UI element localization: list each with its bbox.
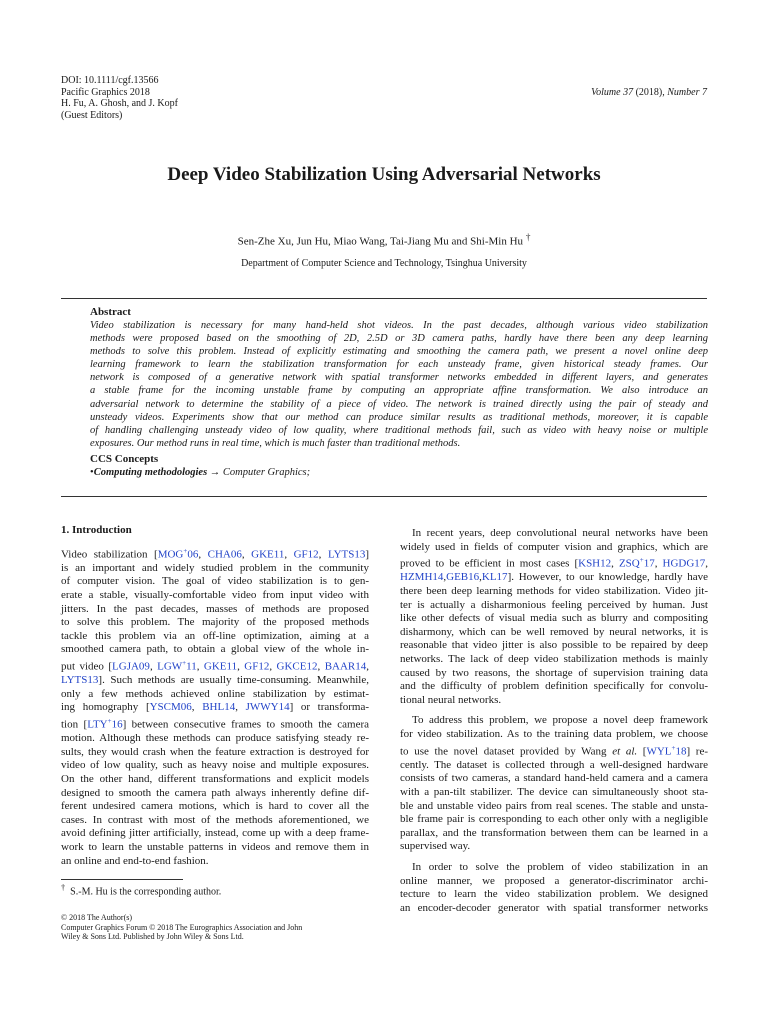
citation-link[interactable]: JWWY14 bbox=[245, 701, 290, 714]
abstract-line: network is composed of a generative network with spatial transformer networks embedded in different layers, and generates bbox=[90, 372, 708, 384]
guest-editors: (Guest Editors) bbox=[61, 109, 123, 121]
abstract-line: adversarial network to determine the stability of a piece of video. The network is trained directly using the pair of steady and bbox=[90, 398, 708, 410]
text-line: work to learn the unstable patterns in videos and remove them in bbox=[61, 841, 369, 854]
text-line: like other defects of visual media such as blurry and compositing bbox=[400, 612, 708, 625]
text-line: only a few methods achieved online stabilization by estimat- bbox=[61, 687, 369, 700]
citation-link[interactable]: LTY bbox=[87, 718, 108, 731]
citation-link[interactable]: ZSQ bbox=[618, 557, 640, 570]
number-label: , Number 7 bbox=[662, 87, 707, 98]
text-line: supervised way. bbox=[400, 840, 471, 853]
text-line: LYTS13]. Such methods are usually time-consuming. Meanwhile, bbox=[61, 674, 369, 687]
text-line: To address this problem, we propose a novel deep framework bbox=[412, 714, 708, 727]
text-line: cently. The dataset is collected through a well-designed hardware bbox=[400, 758, 708, 771]
text-line: tional neural networks. bbox=[400, 693, 502, 706]
text-line: In order to solve the problem of video stabilization in an bbox=[412, 860, 708, 873]
citation-link[interactable]: GKE11 bbox=[251, 548, 285, 561]
copyright-notice bbox=[61, 913, 321, 942]
citation-link[interactable]: 06 bbox=[187, 548, 199, 561]
abstract-line: Video stabilization is necessary for many hand-held shot videos. In the past decades, although various video stabilization bbox=[90, 320, 708, 331]
text-line: caused by two reasons, the shortage of supervision training data bbox=[400, 666, 708, 679]
text-line: proved to be efficient in most cases [KSH12, ZSQ+17, HGDG17, bbox=[400, 556, 709, 570]
running-header-left bbox=[61, 75, 178, 121]
intro-paragraph bbox=[400, 527, 708, 707]
intro-paragraph-1 bbox=[61, 545, 369, 869]
text-line: cases. In contrast with most of the methods aforementioned, we bbox=[61, 813, 369, 826]
abstract-line: of handling challenging unsteady video of low quality, where traditional methods fail, such as video with heavy noise or multiple bbox=[90, 424, 708, 436]
citation-link[interactable]: 16 bbox=[111, 718, 123, 731]
text-line: to use the novel dataset provided by Wang et al. [WYL+18] re- bbox=[400, 743, 708, 758]
citation-superscript[interactable]: + bbox=[639, 556, 644, 565]
editors: H. Fu, A. Ghosh, and J. Kopf bbox=[61, 98, 178, 110]
text-line: disharmony, which can be well removed by neural networks, it is bbox=[400, 625, 708, 638]
volume-year: (2018) bbox=[635, 87, 663, 98]
citation-link[interactable]: GKCE12 bbox=[276, 660, 318, 673]
author-list bbox=[0, 232, 768, 248]
author-names: Sen-Zhe Xu, Jun Hu, Miao Wang, Tai-Jiang Mu and Shi-Min Hu bbox=[237, 235, 524, 248]
abstract-line: methods were proposed based on the smoothing of 2D, 2.5D or 3D camera paths, hardly have there been any deep learning bbox=[90, 333, 708, 345]
text-line: tecture to learn the video stabilization problem. We designed bbox=[400, 888, 708, 901]
citation-link[interactable]: HGDG17 bbox=[662, 557, 706, 570]
text-line: for video stabilization. As to the training data problem, we choose bbox=[400, 727, 708, 740]
text-line: to solve this problem. The majority of the proposed methods bbox=[61, 616, 369, 629]
intro-paragraph bbox=[400, 861, 708, 915]
citation-link[interactable]: 18 bbox=[675, 745, 687, 758]
citation-superscript[interactable]: + bbox=[182, 659, 187, 667]
citation-link[interactable]: KSH12 bbox=[578, 557, 612, 570]
text-line: of computer vision. The goal of video stabilization is to gen- bbox=[61, 575, 369, 588]
citation-link[interactable]: LYTS13 bbox=[61, 674, 99, 687]
citation-link[interactable]: BHL14 bbox=[202, 701, 236, 714]
abstract-line: methods to solve this problem. Instead of explicitly estimating and smoothing the camera path, we present a novel online deep bbox=[90, 346, 708, 358]
text-line: networks. The lack of deep video stabilization methods is mainly bbox=[400, 653, 708, 665]
citation-link[interactable]: GEB16 bbox=[446, 571, 480, 584]
citation-superscript[interactable]: + bbox=[183, 546, 188, 555]
ccs-concepts bbox=[90, 466, 708, 479]
abstract-line: a stable frame for the incoming unstable frame by computing an appropriate affine transformation. We also introduce an bbox=[90, 385, 708, 397]
text-line: with a pan-tilt stabilizer. The device can simultaneously shoot sta- bbox=[400, 786, 708, 798]
text-line: ble and unstable video pairs from real scenes. The stable and unsta- bbox=[400, 799, 708, 812]
text-line: consists of two cameras, a standard hand-held camera and a camera bbox=[400, 772, 708, 785]
text-line: and the difficulty of problem definition specifically for convolu- bbox=[400, 680, 708, 693]
citation-link[interactable]: MOG bbox=[157, 548, 184, 561]
citation-link[interactable]: GF12 bbox=[244, 660, 270, 673]
abstract-top-rule bbox=[61, 298, 707, 299]
text-line: video of low quality, such as heavy noise and multiple exposures. bbox=[61, 759, 369, 772]
ccs-bullet: • bbox=[90, 466, 94, 478]
text-line: designed to smooth the camera path always inherently define dif- bbox=[61, 786, 369, 799]
abstract-body bbox=[90, 319, 708, 450]
citation-superscript[interactable]: + bbox=[671, 743, 676, 752]
text-line: an encoder-decoder generator with spatial transformer networks bbox=[400, 901, 708, 914]
ccs-topic: Computer Graphics; bbox=[222, 466, 311, 478]
text-line: avoid defining jitter artificially, instead, come up with a deep frame- bbox=[61, 827, 369, 840]
citation-link[interactable]: GF12 bbox=[293, 548, 319, 561]
abstract-section bbox=[90, 306, 708, 479]
text-line: smoothed camera path, to obtain a global view of the whole in- bbox=[61, 643, 369, 656]
abstract-bottom-rule bbox=[61, 496, 707, 497]
text-line: erate a stable, visually-comfortable video from input video with bbox=[61, 589, 369, 602]
footnote-text: S.-M. Hu is the corresponding author. bbox=[70, 886, 222, 898]
left-column bbox=[61, 524, 369, 868]
text-line: put video [LGJA09, LGW+11, GKE11, GF12, GKCE12, BAAR14, bbox=[61, 659, 369, 673]
text-line: ble frame pair is corresponding to each other only with a negligible bbox=[400, 813, 708, 826]
text-line: online manner, we proposed a generator-discriminator archi- bbox=[400, 874, 708, 887]
citation-link[interactable]: LGW bbox=[157, 660, 183, 673]
citation-link[interactable]: KL17 bbox=[481, 571, 508, 584]
paper-title: Deep Video Stabilization Using Adversarial Networks bbox=[167, 164, 601, 185]
citation-link[interactable]: LYTS13 bbox=[327, 548, 366, 561]
footnote bbox=[61, 883, 221, 897]
copyright-line-3: Wiley & Sons Ltd. Published by John Wiley & Sons Ltd. bbox=[61, 932, 244, 942]
abstract-line: unsteady videos. Experiments show that our method can produce similar results as traditional methods, moreover, it is capable bbox=[90, 411, 708, 423]
ccs-arrow: → bbox=[209, 466, 221, 478]
citation-link[interactable]: WYL bbox=[646, 745, 672, 758]
citation-link[interactable]: YSCM06 bbox=[149, 701, 192, 714]
text-line: sults, they would crash when the feature extraction is destroyed for bbox=[61, 745, 369, 758]
text-line: there been deep learning methods for video stabilization. Video jit- bbox=[400, 585, 708, 598]
citation-link[interactable]: LGJA09 bbox=[112, 660, 150, 673]
citation-link[interactable]: GKE11 bbox=[203, 660, 238, 673]
citation-link[interactable]: HZMH14 bbox=[400, 571, 444, 584]
ccs-heading: CCS Concepts bbox=[90, 452, 159, 465]
text-line: widely used in fields of computer vision and graphics, which are bbox=[400, 540, 708, 553]
footnote-rule bbox=[61, 879, 183, 880]
text-line: Video stabilization [MOG+06, CHA06, GKE11, GF12, LYTS13] bbox=[61, 546, 370, 561]
ccs-category: Computing methodologies bbox=[93, 466, 208, 478]
abstract-line: learning framework to learn the stabilization transformation for each unsteady frame, given historical steady frames. Our bbox=[90, 359, 708, 371]
text-line: On the other hand, different transformations and explicit models bbox=[61, 773, 369, 786]
text-line: is an important and widely studied problem in the community bbox=[61, 561, 369, 574]
intro-paragraph bbox=[400, 714, 708, 854]
abstract-heading: Abstract bbox=[90, 306, 131, 318]
section-heading-introduction: 1. Introduction bbox=[61, 524, 132, 536]
text-line: motion. Although these methods can produce satisfying steady re- bbox=[61, 732, 369, 745]
right-column bbox=[400, 527, 708, 915]
affiliation: Department of Computer Science and Technology, Tsinghua University bbox=[241, 258, 527, 269]
text-line: In recent years, deep convolutional neural networks have been bbox=[412, 527, 708, 539]
text-line: ferent undesired camera motions, which is hard to cover all the bbox=[61, 800, 369, 813]
text-line: tackle this problem via an off-line optimization, aiming at a bbox=[61, 629, 369, 642]
text-line: reasonable that video jitter is also possible to be repaired by deep bbox=[400, 639, 708, 652]
citation-superscript[interactable]: + bbox=[107, 717, 112, 726]
text-line: ing homography [YSCM06, BHL14, JWWY14] or transforma- bbox=[61, 701, 369, 714]
citation-link[interactable]: BAAR14 bbox=[324, 660, 367, 673]
italic-text: et al. bbox=[612, 745, 638, 758]
author-footnote-mark: † bbox=[525, 232, 531, 242]
citation-link[interactable]: 17 bbox=[643, 557, 655, 570]
volume-info bbox=[591, 87, 707, 98]
copyright-line-2: Computer Graphics Forum © 2018 The Eurographics Association and John bbox=[61, 922, 303, 932]
copyright-line-1: © 2018 The Author(s) bbox=[61, 913, 133, 922]
text-line: jitters. In the past decades, masses of methods are proposed bbox=[61, 602, 369, 615]
text-line: ter is actually a disharmonious feeling perceived by human. Just bbox=[400, 598, 708, 611]
conference: Pacific Graphics 2018 bbox=[61, 86, 150, 98]
citation-link[interactable]: 11 bbox=[186, 660, 197, 673]
text-line: parallax, and the transformation between them can be learned in a bbox=[400, 826, 708, 839]
text-line: an online and end-to-end fashion. bbox=[61, 854, 209, 867]
abstract-line: exposures. Our method runs in real time, which is much faster than traditional methods. bbox=[90, 437, 461, 449]
volume-label: Volume 37 bbox=[591, 87, 634, 98]
citation-link[interactable]: CHA06 bbox=[207, 548, 242, 561]
doi: DOI: 10.1111/cgf.13566 bbox=[61, 75, 159, 86]
footnote-mark: † bbox=[61, 883, 66, 892]
text-line: tion [LTY+16] between consecutive frames to smooth the camera bbox=[61, 717, 370, 731]
text-line: HZMH14,GEB16,KL17]. However, to our knowledge, hardly have bbox=[400, 571, 708, 584]
